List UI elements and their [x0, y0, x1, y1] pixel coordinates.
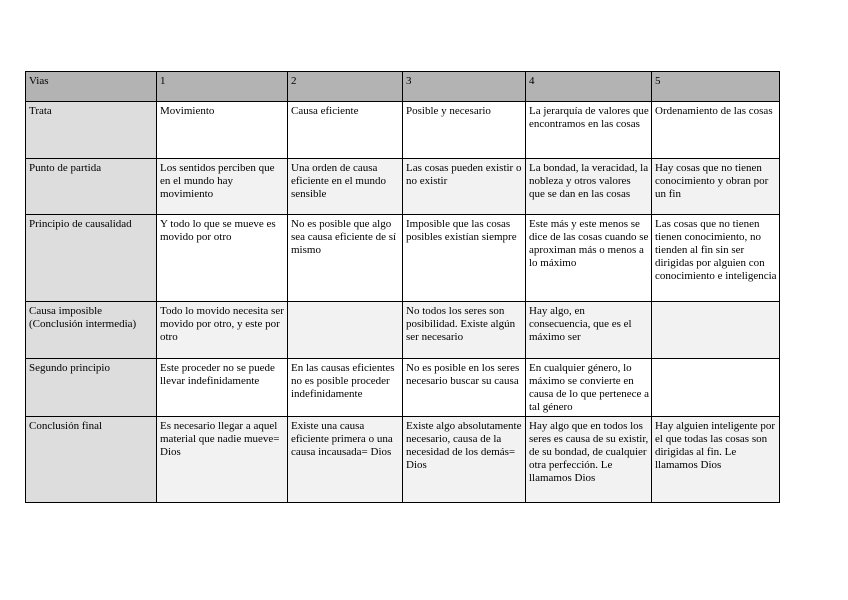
table-row-principio-de-causalidad [26, 215, 780, 302]
row-label: Punto de partida [26, 159, 157, 215]
vias-table [25, 71, 780, 503]
table-row-causa-imposible [26, 302, 780, 359]
header-cell-1: 1 [157, 72, 288, 102]
table-header-row [26, 72, 780, 102]
row-label: Conclusión final [26, 417, 157, 503]
header-cell-4: 4 [526, 72, 652, 102]
header-cell-5: 5 [652, 72, 780, 102]
table-cell: En las causas eficientes no es posible proceder indefinidamente [288, 359, 403, 417]
row-label: Principio de causalidad [26, 215, 157, 302]
header-cell-3: 3 [403, 72, 526, 102]
table-cell: Los sentidos perciben que en el mundo hay movimiento [157, 159, 288, 215]
table-cell: Este más y este menos se dice de las cosas cuando se aproximan más o menos a lo máximo [526, 215, 652, 302]
table-cell: En cualquier género, lo máximo se convierte en causa de lo que pertenece a tal género [526, 359, 652, 417]
table-cell: No todos los seres son posibilidad. Existe algún ser necesario [403, 302, 526, 359]
table-cell: Y todo lo que se mueve es movido por otro [157, 215, 288, 302]
table-cell: Este proceder no se puede llevar indefinidamente [157, 359, 288, 417]
table-cell: Imposible que las cosas posibles existían siempre [403, 215, 526, 302]
table-cell: Hay cosas que no tienen conocimiento y obran por un fin [652, 159, 780, 215]
table-cell: Posible y necesario [403, 102, 526, 159]
table-cell: No es posible que algo sea causa eficiente de sí mismo [288, 215, 403, 302]
table-cell: Movimiento [157, 102, 288, 159]
row-label: Segundo principio [26, 359, 157, 417]
table-cell: No es posible en los seres necesario buscar su causa [403, 359, 526, 417]
table-cell: Una orden de causa eficiente en el mundo sensible [288, 159, 403, 215]
table-cell [288, 302, 403, 359]
table-cell: Es necesario llegar a aquel material que nadie mueve= Dios [157, 417, 288, 503]
table-cell [652, 302, 780, 359]
table-cell: Hay algo que en todos los seres es causa de su existir, de su bondad, de cualquier otra perfección. Le llamamos Dios [526, 417, 652, 503]
vias-table-container [25, 71, 779, 503]
table-cell: La jerarquía de valores que encontramos en las cosas [526, 102, 652, 159]
table-cell: Causa eficiente [288, 102, 403, 159]
table-row-trata [26, 102, 780, 159]
table-cell: Hay alguien inteligente por el que todas las cosas son dirigidas al fin. Le llamamos Dios [652, 417, 780, 503]
table-cell: Ordenamiento de las cosas [652, 102, 780, 159]
table-cell [652, 359, 780, 417]
table-cell: Las cosas pueden existir o no existir [403, 159, 526, 215]
table-cell: Existe una causa eficiente primera o una causa incausada= Dios [288, 417, 403, 503]
row-label: Causa imposible (Conclusión intermedia) [26, 302, 157, 359]
header-cell-2: 2 [288, 72, 403, 102]
table-cell: Todo lo movido necesita ser movido por otro, y este por otro [157, 302, 288, 359]
table-row-conclusion-final [26, 417, 780, 503]
table-row-punto-de-partida [26, 159, 780, 215]
table-cell: Existe algo absolutamente necesario, causa de la necesidad de los demás= Dios [403, 417, 526, 503]
header-cell-vias: Vias [26, 72, 157, 102]
table-row-segundo-principio [26, 359, 780, 417]
table-cell: Las cosas que no tienen tienen conocimiento, no tienden al fin sin ser dirigidas por alguien con conocimiento e inteligencia [652, 215, 780, 302]
table-cell: La bondad, la veracidad, la nobleza y otros valores que se dan en las cosas [526, 159, 652, 215]
row-label: Trata [26, 102, 157, 159]
table-cell: Hay algo, en consecuencia, que es el máximo ser [526, 302, 652, 359]
